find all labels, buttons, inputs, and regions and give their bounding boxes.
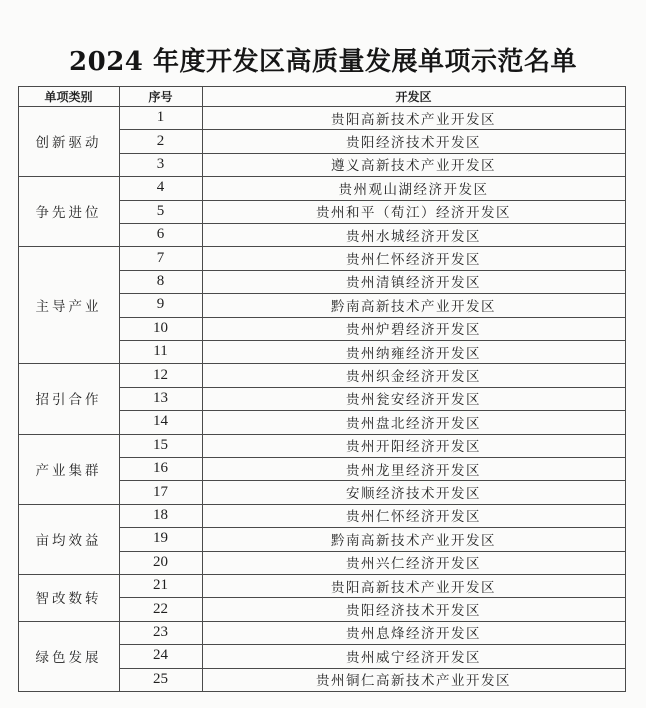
table-border-right — [625, 86, 626, 691]
table-row-zone: 黔南高新技术产业开发区 — [331, 298, 496, 315]
table-row-zone: 贵阳高新技术产业开发区 — [331, 111, 496, 128]
table-row-number: 25 — [153, 670, 168, 687]
table-row-number: 24 — [153, 647, 168, 664]
table-row-zone: 贵州纳雍经济开发区 — [346, 345, 481, 362]
table-row-zone: 贵州织金经济开发区 — [346, 369, 481, 386]
table-row-number: 19 — [153, 530, 168, 547]
column-header: 单项类别 — [44, 89, 93, 104]
table-row-number: 13 — [153, 389, 168, 406]
table-row-zone: 贵阳高新技术产业开发区 — [331, 579, 496, 596]
category-cell: 亩均效益 — [35, 532, 102, 549]
table-row-number: 18 — [153, 506, 168, 523]
category-cell: 创新驱动 — [35, 135, 102, 152]
table-row-zone: 贵州水城经济开发区 — [346, 228, 481, 245]
table-row-number: 1 — [156, 109, 165, 126]
table-row-zone: 贵州仁怀经济开发区 — [346, 509, 481, 526]
category-cell: 招引合作 — [35, 392, 102, 409]
table-row-zone: 贵州兴仁经济开发区 — [346, 556, 481, 573]
table-row-number: 9 — [156, 296, 165, 313]
table-row-number: 12 — [153, 366, 168, 383]
page-title: 2024 年度开发区高质量发展单项示范名单 — [69, 47, 577, 77]
table-row-zone: 贵州息烽经济开发区 — [346, 626, 481, 643]
table-row-zone: 贵州炉碧经济开发区 — [346, 322, 481, 339]
table-row-number: 6 — [156, 226, 165, 243]
category-cell: 争先进位 — [35, 205, 102, 222]
table-row-number: 20 — [153, 553, 168, 570]
column-header: 开发区 — [395, 89, 432, 104]
category-cell: 绿色发展 — [35, 649, 102, 666]
table-row-number: 2 — [156, 132, 165, 149]
table-row-zone: 贵州盘北经济开发区 — [346, 415, 481, 432]
table-row-number: 3 — [156, 155, 165, 172]
table-row-zone: 贵阳经济技术开发区 — [346, 603, 481, 620]
table-row-zone: 贵州观山湖经济开发区 — [338, 181, 489, 198]
table-row-number: 11 — [153, 343, 168, 360]
table-border-bottom — [18, 691, 626, 692]
table-row-number: 4 — [156, 179, 165, 196]
table-row-number: 10 — [153, 319, 168, 336]
column-header: 序号 — [148, 89, 173, 104]
table-row-zone: 贵州仁怀经济开发区 — [346, 252, 481, 269]
table-row-zone: 贵州开阳经济开发区 — [346, 439, 481, 456]
category-cell: 主导产业 — [35, 298, 102, 315]
table-row-number: 7 — [156, 249, 165, 266]
list-table — [18, 86, 625, 692]
table-row-zone: 贵州和平（荀江）经济开发区 — [316, 205, 511, 222]
table-row-number: 14 — [153, 413, 168, 430]
table-row-number: 17 — [153, 483, 168, 500]
table-row-number: 23 — [153, 623, 168, 640]
table-row-zone: 贵州威宁经济开发区 — [346, 649, 481, 666]
table-row-number: 21 — [153, 577, 168, 594]
category-cell: 智改数转 — [35, 591, 102, 608]
table-row-number: 8 — [156, 272, 165, 289]
table-row-number: 5 — [156, 202, 165, 219]
table-row-number: 15 — [153, 436, 168, 453]
table-row-zone: 黔南高新技术产业开发区 — [331, 532, 496, 549]
category-cell: 产业集群 — [35, 462, 102, 479]
table-row-zone: 贵州清镇经济开发区 — [346, 275, 481, 292]
table-row-number: 16 — [153, 460, 168, 477]
table-row-number: 22 — [153, 600, 168, 617]
table-row-zone: 遵义高新技术产业开发区 — [331, 158, 496, 175]
table-row-zone: 贵州铜仁高新技术产业开发区 — [316, 673, 511, 690]
table-row-zone: 贵阳经济技术开发区 — [346, 135, 481, 152]
table-row-zone: 贵州龙里经济开发区 — [346, 462, 481, 479]
table-row-zone: 安顺经济技术开发区 — [346, 486, 481, 503]
table-row-zone: 贵州瓮安经济开发区 — [346, 392, 481, 409]
